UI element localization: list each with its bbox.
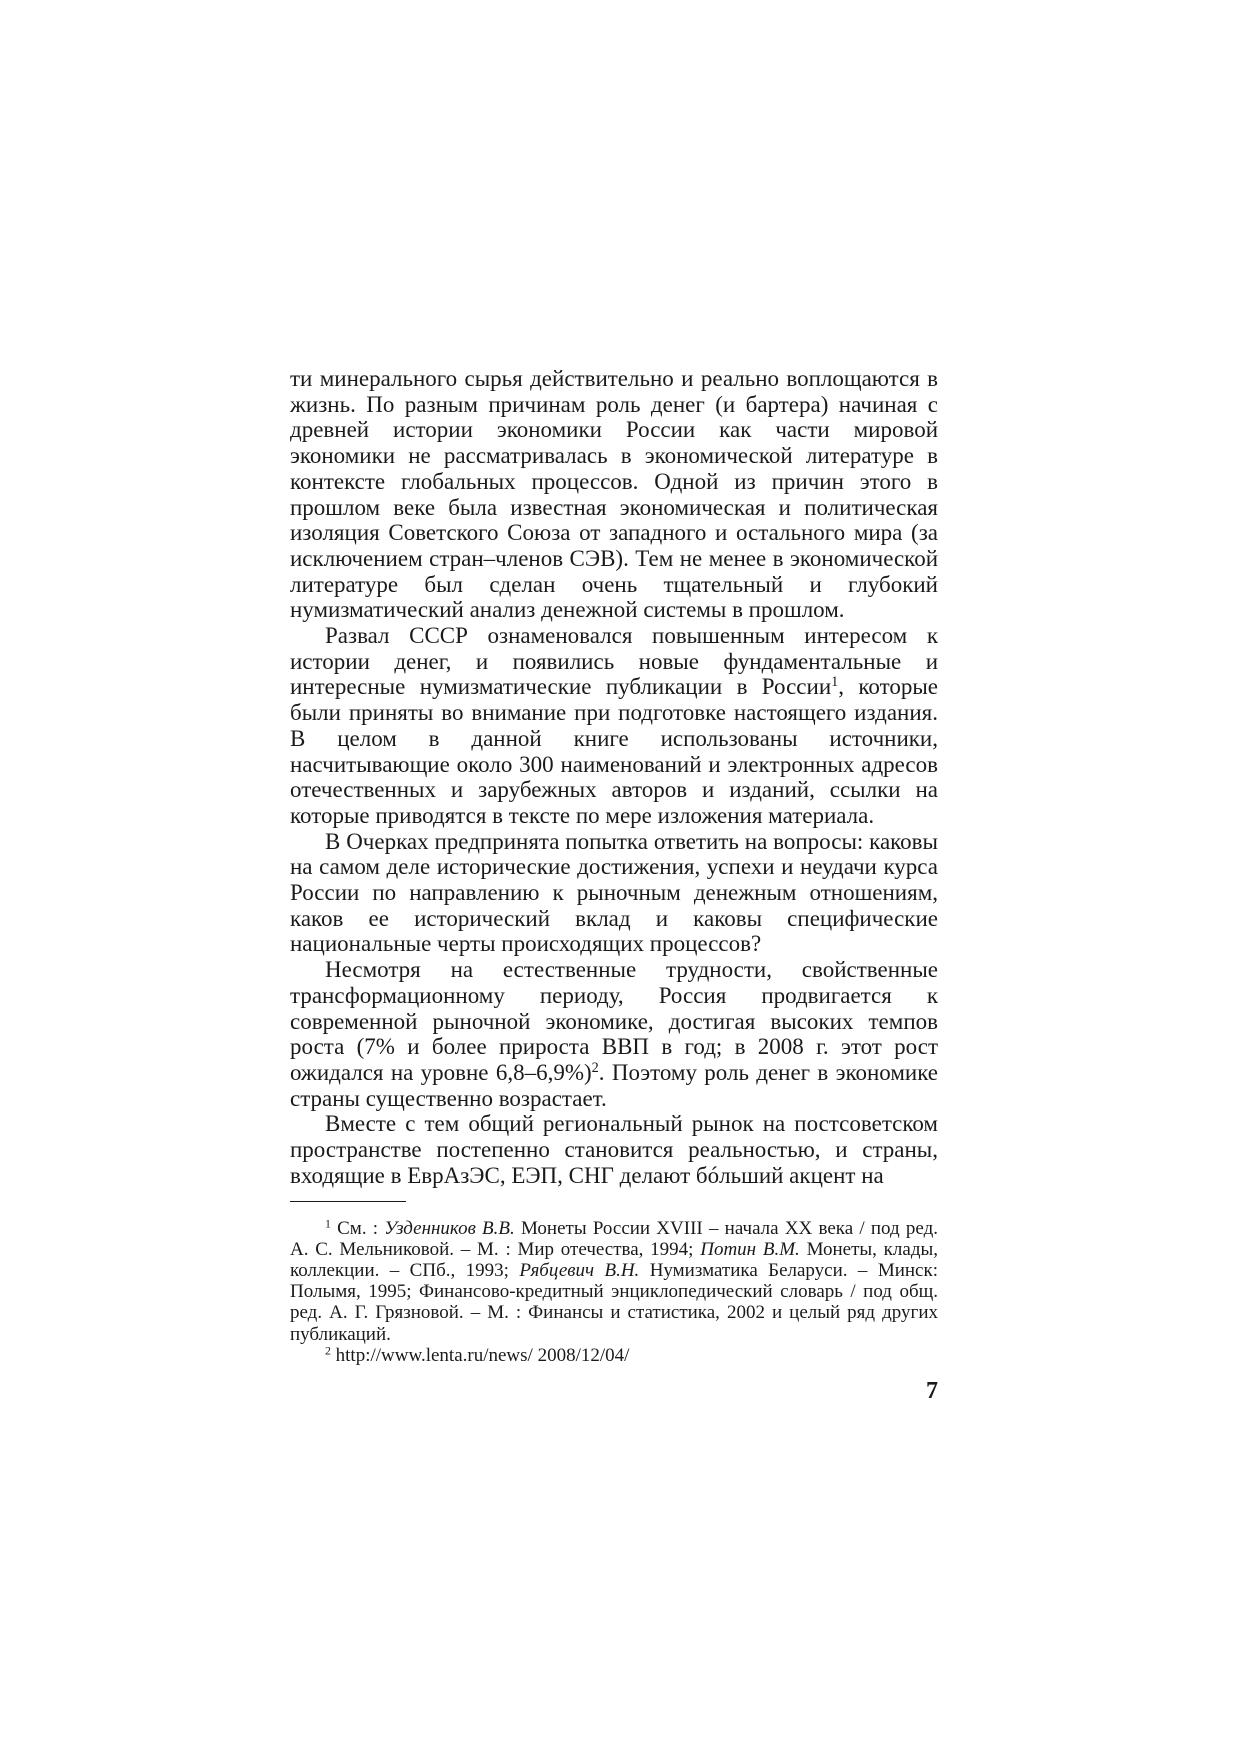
paragraph-4	[290, 957, 938, 1111]
paragraph-2	[290, 623, 938, 829]
footnote-1-author-ryabtsevich: Рябцевич В.Н.	[519, 1259, 640, 1281]
footnote-2-link[interactable]: http://www.lenta.ru/news/ 2008/12/04/	[335, 1344, 630, 1366]
footnote-1-part: Монеты, клады, коллекции. – СПб., 1993;	[290, 1238, 939, 1281]
paragraph-4-text: Несмотря на естественные трудности, свойственные трансформационному периоду, Россия продвигается к современной рыночной экономике, достигая высоких темпов роста (7% и более прироста ВВП в год; в 2008 г. этот рост ожидался на уровне 6,8–6,9%)	[290, 957, 938, 1085]
paragraph-3: В Очерках предпринята попытка ответить на вопросы: каковы на самом деле исторические достижения, успехи и неудачи курса России по направлению к рыночным денежным отношениям, каков ее исторический вклад и каковы специфические национальные черты происходящих процессов?	[290, 828, 938, 957]
page-body	[290, 366, 938, 1366]
page-number: 7	[926, 1378, 938, 1404]
footnote-2	[290, 1345, 938, 1366]
footnote-1-part: Монеты России XVIII – начала XX века / под ред. А. С. Мельниковой. – М. : Мир отечества, 1994;	[290, 1217, 938, 1260]
footnote-2-number: 2	[325, 1344, 331, 1358]
paragraph-2-text-cont: , которые были приняты во внимание при подготовке настоящего издания. В целом в данной книге использованы источники, насчитывающие около 300 наименований и электронных адресов отечественных и зарубежных авторов и изданий, ссылки на которые приводятся в тексте по мере изложения материала.	[290, 674, 938, 828]
footnote-1	[290, 1218, 938, 1345]
footnote-divider	[290, 1201, 406, 1202]
footnote-1-author-uzdennikov: Узденников В.В.	[384, 1217, 515, 1239]
footnote-1-number: 1	[325, 1217, 331, 1231]
footnote-1-part: Нумизматика Беларуси. – Минск: Полымя, 1995; Финансово-кредитный энциклопедический словарь / под общ. ред. А. Г. Грязновой. – М. : Финансы и статистика, 2002 и целый ряд других публикаций.	[290, 1259, 938, 1345]
footnote-ref-2[interactable]: 2	[591, 1060, 599, 1077]
footnote-1-author-potin: Потин В.М.	[700, 1238, 800, 1260]
footnote-ref-1[interactable]: 1	[831, 674, 839, 691]
paragraph-1: ти минерального сырья действительно и реально воплощаются в жизнь. По разным причинам роль денег (и бартера) начиная с древней истории экономики России как части мировой экономики не рассматривалась в экономической литературе в контексте глобальных процессов. Одной из причин этого в прошлом веке была известная экономическая и политическая изоляция Советского Союза от западного и остального мира (за исключением стран–членов СЭВ). Тем не менее в экономической литературе был сделан очень тщательный и глубокий нумизматический анализ денежной системы в прошлом.	[290, 366, 938, 623]
paragraph-5: Вместе с тем общий региональный рынок на постсоветском пространстве постепенно становится реальностью, и страны, входящие в ЕврАзЭС, ЕЭП, СНГ делают бóльший акцент на	[290, 1111, 938, 1188]
footnote-1-part: См. :	[337, 1217, 385, 1239]
paragraph-4-text-cont: . Поэтому роль денег в экономике страны существенно возрастает.	[290, 1059, 939, 1111]
paragraph-2-text: Развал СССР ознаменовался повышенным интересом к истории денег, и появились новые фундаментальные и интересные нумизматические публикации в России	[290, 623, 938, 700]
